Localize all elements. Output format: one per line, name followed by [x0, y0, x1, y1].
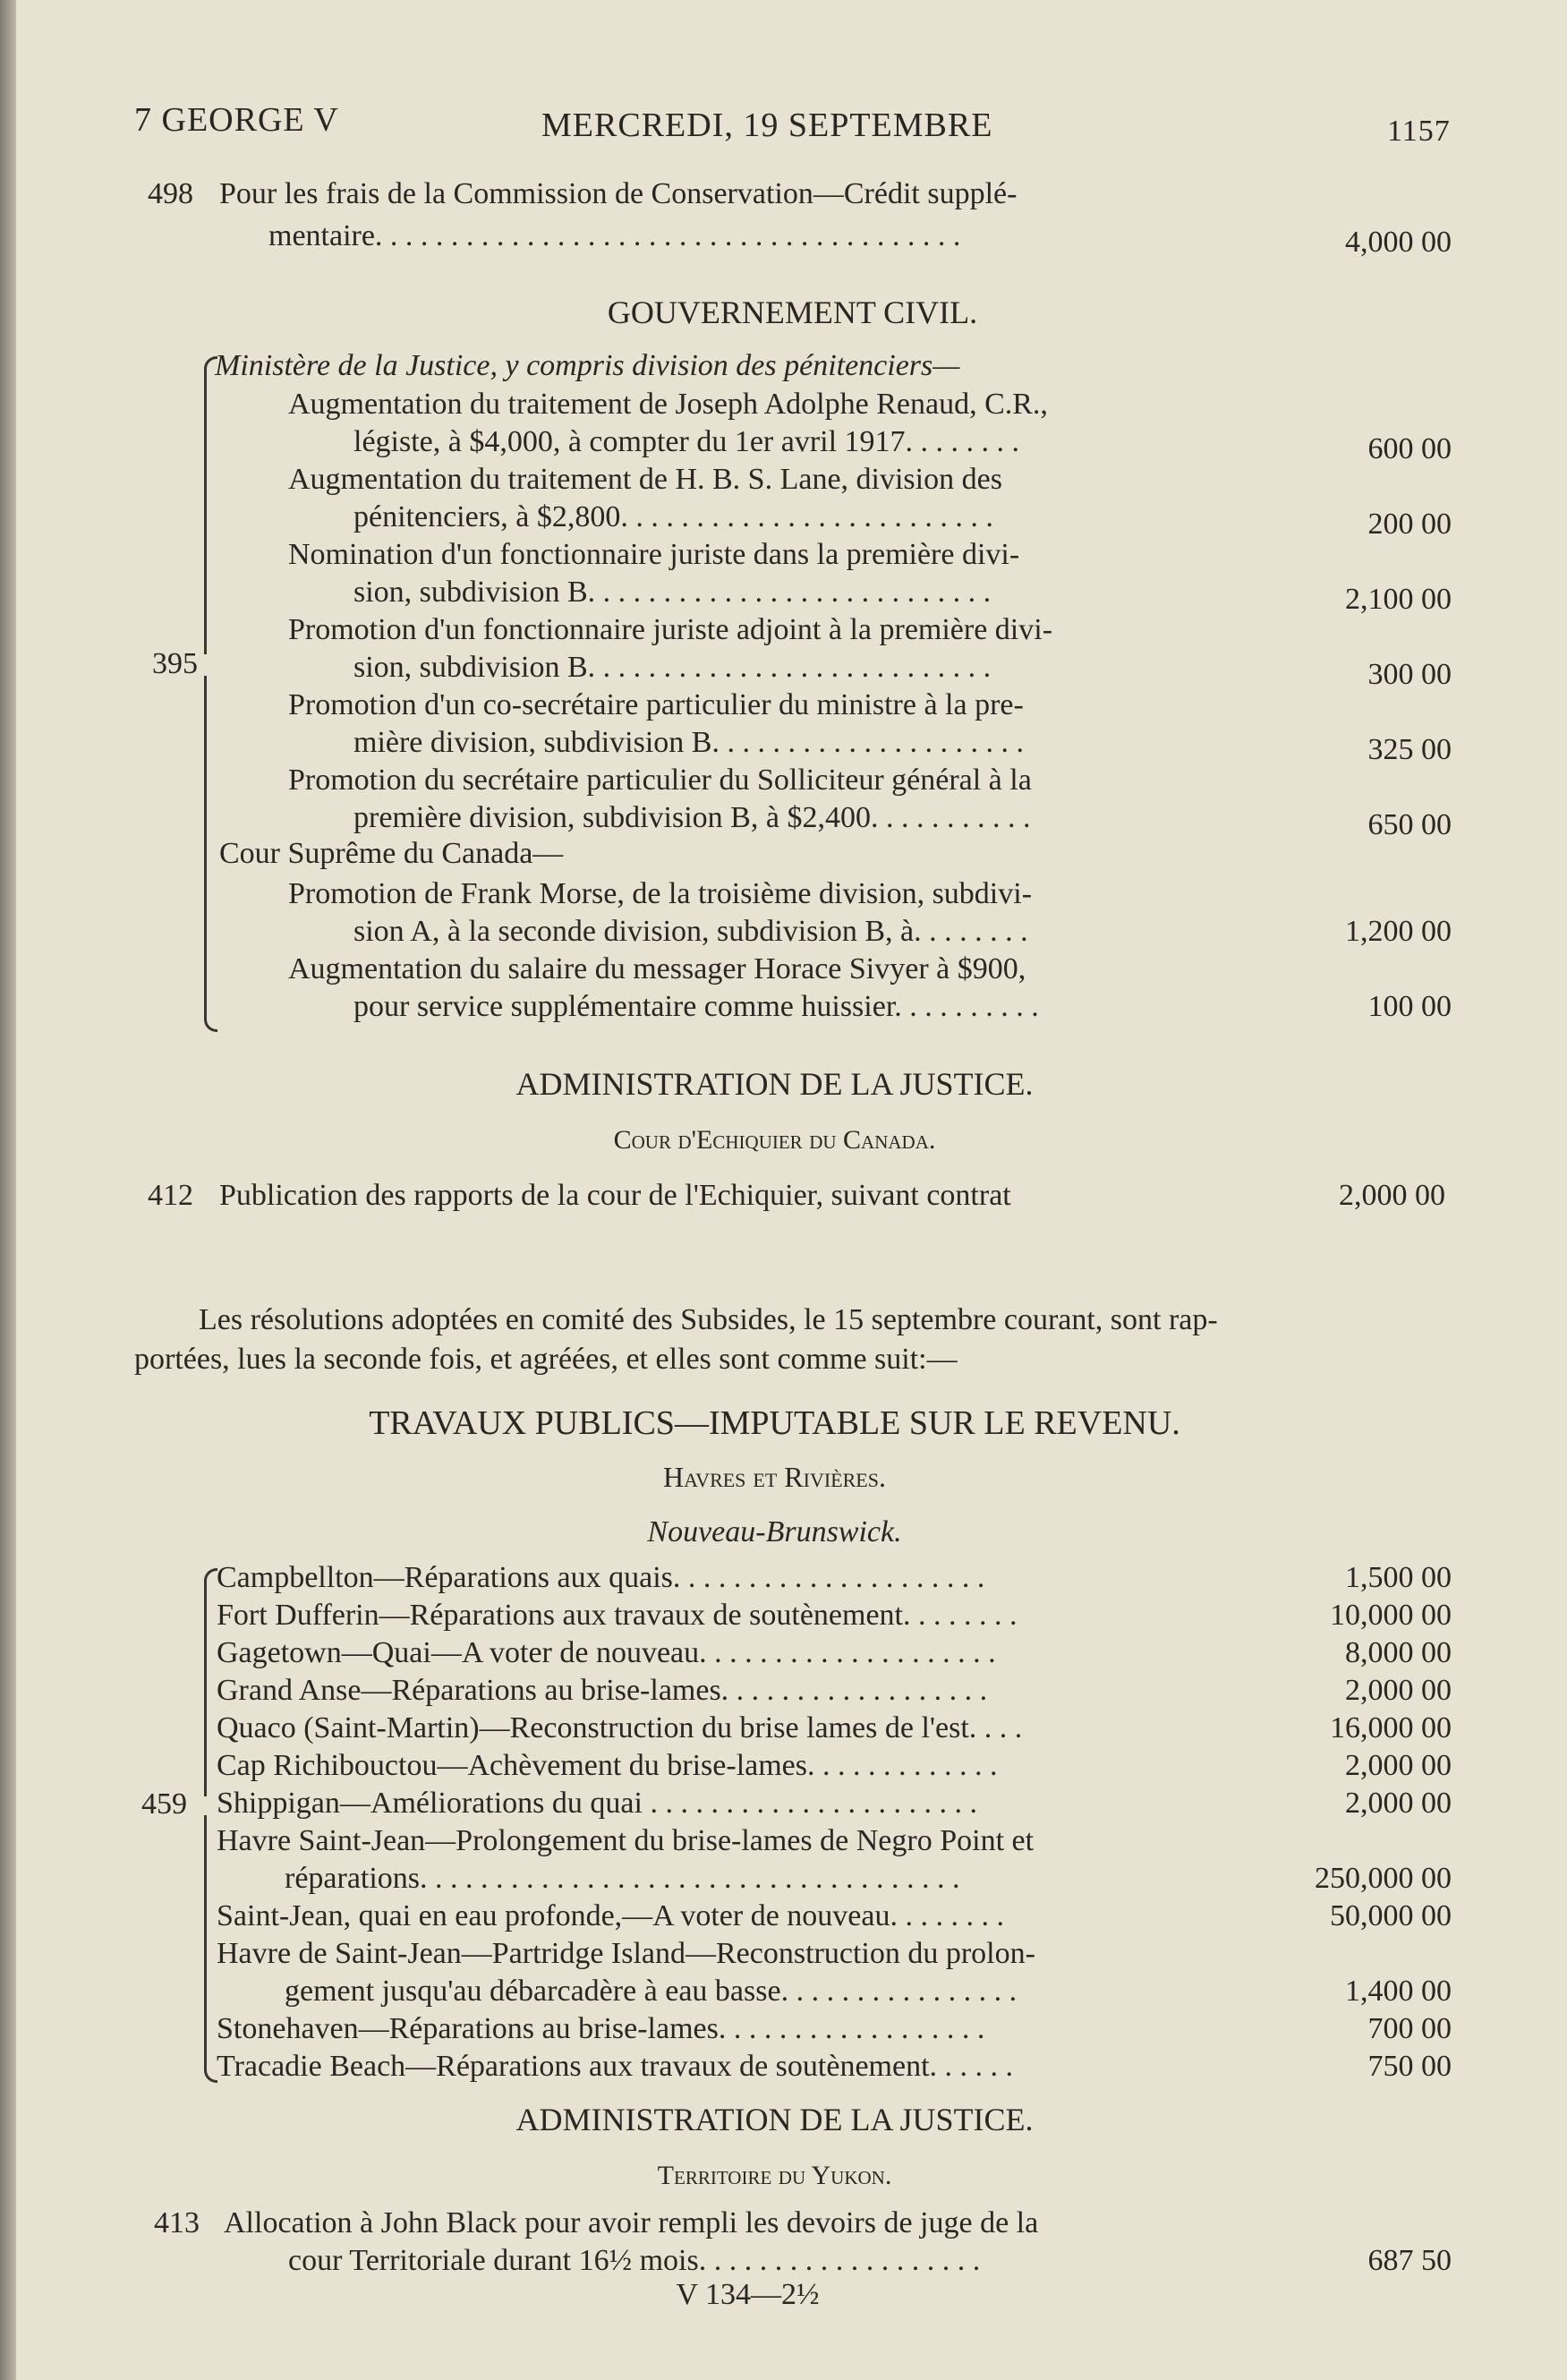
list-item: gement jusqu'au débarcadère à eau basse. . . . . . . . . . . . . . . . — [285, 1975, 1018, 2008]
item-text-line: mière division, subdivision B. . . . . . . . . . . . . . . . . . . . . — [353, 726, 1024, 759]
item-amount: 700 00 — [1367, 2012, 1452, 2045]
list-item: Saint-Jean, quai en eau profonde,—A voter de nouveau. . . . . . . . — [217, 1899, 1004, 1932]
item-amount: 687 50 — [1367, 2244, 1452, 2277]
item-amount: 300 00 — [1367, 658, 1452, 691]
item-amount: 10,000 00 — [1330, 1599, 1452, 1632]
item-text-line: sion, subdivision B. . . . . . . . . . . . . . . . . . . . . . . . . . . — [353, 576, 992, 609]
item-amount: 750 00 — [1367, 2050, 1452, 2083]
item-text-line: mentaire. . . . . . . . . . . . . . . . . . . . . . . . . . . . . . . . . . . . . . . — [268, 219, 961, 252]
section-subtitle: Nouveau-Brunswick. — [647, 1515, 902, 1548]
item-amount: 1,200 00 — [1345, 915, 1452, 948]
brace — [204, 676, 217, 1032]
list-item: Stonehaven—Réparations au brise-lames. . . . . . . . . . . . . . . . . . — [217, 2012, 985, 2045]
item-number: 413 — [154, 2206, 200, 2239]
item-text-line: Nomination d'un fonctionnaire juriste dans la première divi- — [288, 538, 1020, 571]
group-heading: Ministère de la Justice, y compris division des pénitenciers— — [215, 349, 960, 382]
item-amount: 2,000 00 — [1345, 1749, 1452, 1782]
list-item: Tracadie Beach—Réparations aux travaux de soutènement. . . . . . — [217, 2050, 1014, 2083]
item-text-line: Augmentation du traitement de H. B. S. Lane, division des — [288, 463, 1002, 496]
item-number: 498 — [148, 177, 193, 210]
item-text-line: cour Territoriale durant 16½ mois. . . . . . . . . . . . . . . . . . . — [288, 2244, 981, 2277]
book-spine-shadow — [0, 0, 16, 2380]
list-item: Campbellton—Réparations aux quais. . . . . . . . . . . . . . . . . . . . . — [217, 1561, 985, 1594]
item-amount: 100 00 — [1367, 990, 1452, 1023]
item-text-line: Allocation à John Black pour avoir rempli les devoirs de juge de la — [224, 2206, 1039, 2239]
item-text-line: Promotion de Frank Morse, de la troisième division, subdivi- — [288, 877, 1033, 910]
item-amount: 2,100 00 — [1345, 583, 1452, 616]
list-item: Fort Dufferin—Réparations aux travaux de soutènement. . . . . . . . — [217, 1599, 1018, 1632]
list-item: Cap Richibouctou—Achèvement du brise-lames. . . . . . . . . . . . . — [217, 1749, 998, 1782]
item-text-line: Promotion d'un fonctionnaire juriste adjoint à la première divi- — [288, 613, 1053, 646]
item-text-line: Pour les frais de la Commission de Conservation—Crédit supplé- — [219, 177, 1018, 210]
list-item: réparations. . . . . . . . . . . . . . . . . . . . . . . . . . . . . . . . . . . . — [285, 1862, 960, 1895]
section-subtitle: Cour d'Echiquier du Canada. — [613, 1125, 936, 1155]
item-amount: 4,000 00 — [1345, 226, 1452, 259]
item-amount: 325 00 — [1367, 733, 1452, 766]
group-number: 395 — [152, 647, 198, 680]
section-title: GOUVERNEMENT CIVIL. — [607, 294, 978, 330]
item-text-line: pour service supplémentaire comme huissier. . . . . . . . . . — [353, 990, 1039, 1023]
item-text-line: Augmentation du traitement de Joseph Adolphe Renaud, C.R., — [288, 388, 1048, 421]
list-item: Havre Saint-Jean—Prolongement du brise-lames de Negro Point et — [217, 1824, 1035, 1857]
section-subtitle: Territoire du Yukon. — [657, 2161, 892, 2190]
list-item: Shippigan—Améliorations du quai . . . . . . . . . . . . . . . . . . . . . . — [217, 1787, 977, 1820]
item-text-line: Promotion du secrétaire particulier du Solliciteur général à la — [288, 763, 1032, 797]
item-text-line: pénitenciers, à $2,800. . . . . . . . . . . . . . . . . . . . . . . . . — [353, 500, 993, 533]
list-item: Grand Anse—Réparations au brise-lames. . . . . . . . . . . . . . . . . . — [217, 1674, 988, 1707]
list-item: Gagetown—Quai—A voter de nouveau. . . . . . . . . . . . . . . . . . . . — [217, 1636, 996, 1669]
item-amount: 2,000 00 — [1339, 1179, 1445, 1212]
brace — [204, 356, 217, 654]
item-amount: 1,400 00 — [1345, 1975, 1452, 2008]
page-number: 1157 — [1387, 115, 1451, 148]
section-title: TRAVAUX PUBLICS—IMPUTABLE SUR LE REVENU. — [369, 1404, 1180, 1442]
section-title: ADMINISTRATION DE LA JUSTICE. — [515, 1066, 1034, 1102]
item-amount: 50,000 00 — [1330, 1899, 1452, 1932]
item-amount: 250,000 00 — [1315, 1862, 1452, 1895]
group-number: 459 — [141, 1787, 187, 1821]
group-subheading: Cour Suprême du Canada— — [219, 837, 564, 870]
item-amount: 2,000 00 — [1345, 1787, 1452, 1820]
item-amount: 600 00 — [1367, 432, 1452, 465]
list-item: Havre de Saint-Jean—Partridge Island—Reconstruction du prolon- — [217, 1937, 1035, 1970]
item-text-line: sion A, à la seconde division, subdivision B, à. . . . . . . . — [353, 915, 1028, 948]
header-left: 7 GEORGE V — [134, 101, 339, 139]
item-text-line: première division, subdivision B, à $2,400. . . . . . . . . . . — [353, 801, 1031, 834]
header-date: MERCREDI, 19 SEPTEMBRE — [541, 107, 993, 144]
item-text-line: Augmentation du salaire du messager Horace Sivyer à $900, — [288, 952, 1026, 985]
item-text-line: légiste, à $4,000, à compter du 1er avril 1917. . . . . . . . — [353, 425, 1020, 458]
footer-signature: V 134—2½ — [676, 2278, 820, 2311]
brace — [204, 1815, 217, 2083]
item-amount: 2,000 00 — [1345, 1674, 1452, 1707]
list-item: Quaco (Saint-Martin)—Reconstruction du brise lames de l'est. . . . — [217, 1711, 1023, 1744]
item-text-line: Publication des rapports de la cour de l'Echiquier, suivant contrat — [219, 1179, 1011, 1212]
item-text-line: Promotion d'un co-secrétaire particulier du ministre à la pre- — [288, 688, 1024, 721]
item-amount: 1,500 00 — [1345, 1561, 1452, 1594]
brace — [204, 1568, 217, 1796]
section-title: ADMINISTRATION DE LA JUSTICE. — [515, 2102, 1034, 2137]
item-amount: 16,000 00 — [1330, 1711, 1452, 1744]
item-amount: 650 00 — [1367, 808, 1452, 841]
item-amount: 200 00 — [1367, 508, 1452, 541]
item-text-line: sion, subdivision B. . . . . . . . . . . . . . . . . . . . . . . . . . . — [353, 651, 992, 684]
item-amount: 8,000 00 — [1345, 1636, 1452, 1669]
paragraph-line: Les résolutions adoptées en comité des Subsides, le 15 septembre courant, sont rap- — [199, 1303, 1218, 1336]
item-number: 412 — [148, 1179, 193, 1212]
paragraph-line: portées, lues la seconde fois, et agréées, et elles sont comme suit:— — [134, 1343, 958, 1376]
section-subtitle: Havres et Rivières. — [663, 1461, 886, 1493]
